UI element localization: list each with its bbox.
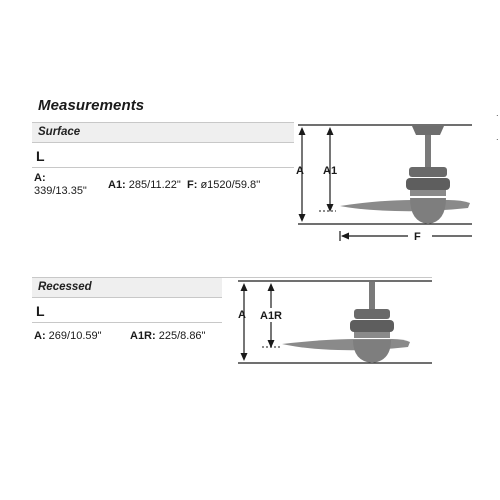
surface-a1-label: A1: [108, 179, 126, 191]
surface-f-label: F: [187, 179, 198, 191]
edge-mark-top: ˙ [496, 114, 500, 126]
recessed-motor-top [354, 309, 390, 319]
surface-a-value: 339/13.35" [34, 185, 87, 197]
recessed-a1r-arrow-top [268, 283, 275, 291]
surface-size-label: L [36, 148, 45, 164]
recessed-a1r-dim-label: A1R [260, 310, 283, 322]
surface-a-label: A: [34, 172, 46, 184]
recessed-a-value: 269/10.59" [48, 330, 102, 342]
recessed-downrod [369, 282, 375, 310]
surface-a-dim-label: A [296, 165, 304, 177]
recessed-section-label: Recessed [38, 281, 92, 293]
surface-f-dim-label: F [414, 231, 421, 243]
recessed-motor-band [354, 332, 390, 338]
recessed-motor-mid [350, 320, 394, 332]
recessed-a-dim-label: A [238, 309, 246, 321]
recessed-size-label: L [36, 303, 45, 319]
edge-mark-bottom: ˙ [496, 138, 500, 150]
recessed-a-arrow-top [241, 283, 248, 291]
surface-f-value: ø1520/59.8'' [200, 179, 261, 191]
recessed-a1r-value: 225/8.86" [158, 330, 206, 342]
surface-section-label: Surface [38, 126, 81, 138]
recessed-light-bowl [353, 340, 391, 363]
page-title: Measurements [38, 97, 145, 114]
surface-a1-dim-label: A1 [323, 165, 338, 177]
recessed-a1r-label: A1R: [130, 330, 156, 342]
recessed-a-arrow-bottom [241, 353, 248, 361]
recessed-a-label: A: [34, 330, 46, 342]
surface-a1-value: 285/11.22" [128, 179, 181, 191]
